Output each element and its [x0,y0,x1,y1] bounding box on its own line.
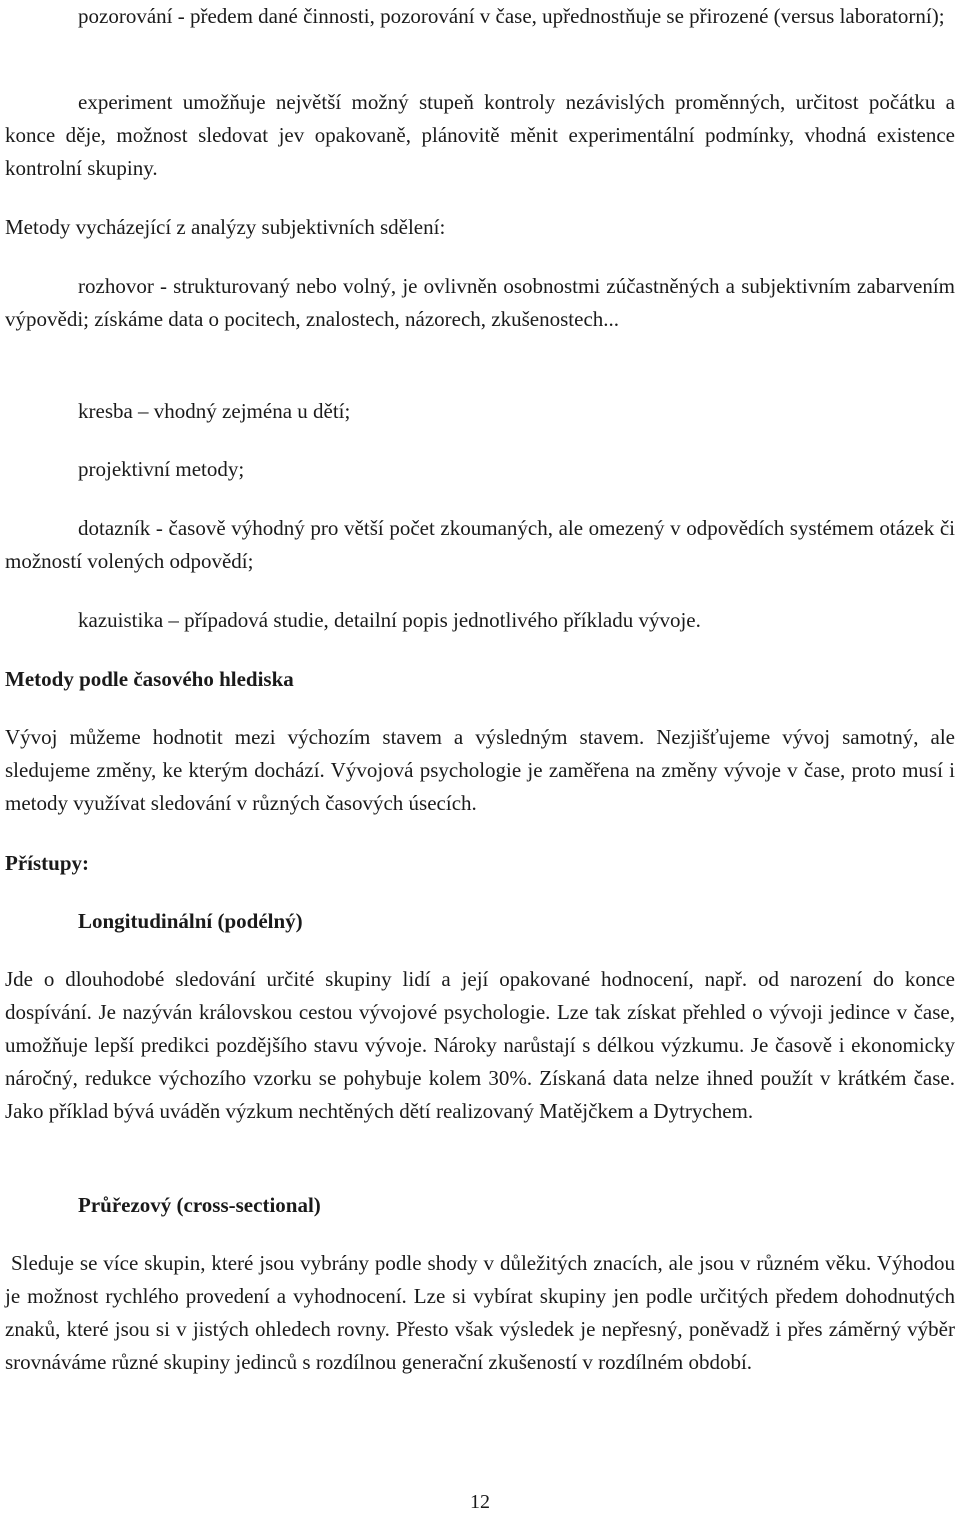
paragraph: Vývoj můžeme hodnotit mezi výchozím stavem a výsledným stavem. Nezjišťujeme vývoj samotný, ale sledujeme změny, ke kterým dochází. Vývojová psychologie je zaměřena na změny vývoje v čase, proto musí i metody využívat sledování v různých časových úsecích. [5,725,955,815]
subsection-heading [5,1189,955,1222]
section-heading: Přístupy: [5,851,89,875]
list-item-text: experiment umožňuje největší možný stupeň kontroly nezávislých proměnných, určitost počátku a konce děje, možnost sledovat jev opakovaně, plánovitě měnit experimentální podmínky, vhodná existence kontrolní skupiny. [5,90,955,180]
list-item-text: kresba – vhodný zejména u dětí; [78,399,351,423]
list-item [5,270,955,336]
subsection-heading [5,905,955,938]
list-item [5,604,955,637]
list-item [5,453,955,486]
section-intro: Metody vycházející z analýzy subjektivních sdělení: [5,215,446,239]
list-item [5,86,955,185]
list-item-text: projektivní metody; [78,457,245,481]
list-item-text: pozorování - předem dané činnosti, pozorování v čase, upřednostňuje se přirozené (versus laboratorní); [78,4,945,28]
subsection-heading-text: Průřezový (cross-sectional) [78,1193,321,1217]
list-item-text: rozhovor - strukturovaný nebo volný, je ovlivněn osobnostmi zúčastněných a subjektivním zabarvením výpovědi; získáme data o pocitech, znalostech, názorech, zkušenostech... [5,274,955,331]
paragraph: Jde o dlouhodobé sledování určité skupiny lidí a její opakované hodnocení, např. od narození do konce dospívání. Je nazýván královskou cestou vývojové psychologie. Lze tak získat přehled o vývoji jedince v čase, umožňuje lepší predikci pozdějšího stavu vývoje. Nároky narůstají s délkou výzkumu. Je časově i ekonomicky náročný, redukce výchozího vzorku se pohybuje kolem 30%. Získaná data nelze ihned použít v krátkém čase. Jako příklad bývá uváděn výzkum nechtěných dětí realizovaný Matějčkem a Dytrychem. [5,967,955,1123]
list-item [5,512,955,578]
list-item-text: dotazník - časově výhodný pro větší počet zkoumaných, ale omezený v odpovědích systémem otázek či možností volených odpovědí; [5,516,955,573]
list-item-text: kazuistika – případová studie, detailní popis jednotlivého příkladu vývoje. [78,608,701,632]
page-number: 12 [470,1491,490,1513]
paragraph: Sleduje se více skupin, které jsou vybrány podle shody v důležitých znacích, ale jsou v různém věku. Výhodou je možnost rychlého provedení a vyhodnocení. Lze si vybírat skupiny jen podle určitých předem dohodnutých znaků, které jsou si v jistých ohledech rovny. Přesto však výsledek je nepřesný, poněvadž i přes záměrný výběr srovnáváme různé skupiny jedinců s rozdílnou generační zkušeností v rozdílném období. [5,1251,955,1374]
section-heading: Metody podle časového hlediska [5,667,294,691]
subsection-heading-text: Longitudinální (podélný) [78,909,303,933]
list-item [5,0,955,33]
list-item [5,395,955,428]
